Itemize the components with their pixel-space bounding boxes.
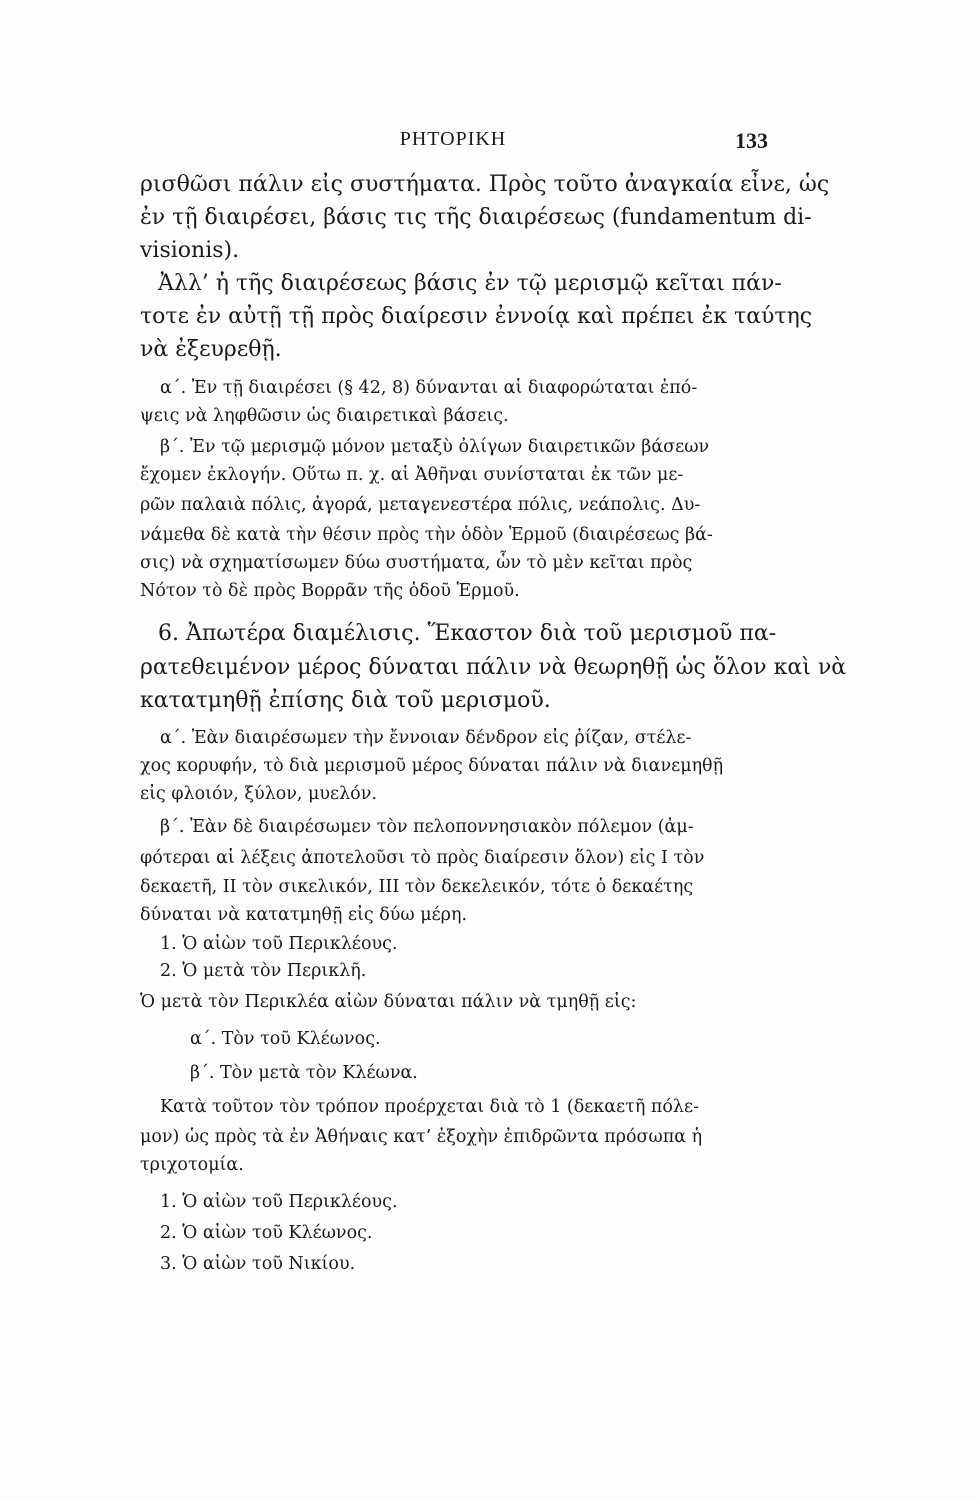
text-line: ἔχομεν ἐκλογήν. Οὕτω π. χ. αἱ Ἀθῆναι συνίσταται ἐκ τῶν με- xyxy=(140,465,684,485)
text-line: β΄. Ἐὰν δὲ διαιρέσωμεν τὸν πελοποννησιακὸν πόλεμον (ἀμ- xyxy=(160,817,694,837)
list-item: 1. Ὁ αἰὼν τοῦ Περικλέους. xyxy=(160,934,398,954)
text-line: Κατὰ τοῦτον τὸν τρόπον προέρχεται διὰ τὸ 1 (δεκαετῆ πόλε- xyxy=(160,1097,700,1117)
list-item: α΄. Τὸν τοῦ Κλέωνος. xyxy=(190,1029,381,1049)
list-item: 3. Ὁ αἰὼν τοῦ Νικίου. xyxy=(160,1254,356,1274)
text-line: κατατμηθῇ ἐπίσης διὰ τοῦ μερισμοῦ. xyxy=(140,688,551,713)
section-heading-line: 6. Ἀπωτέρα διαμέλισις. Ἕκαστον διὰ τοῦ μερισμοῦ πα- xyxy=(158,621,777,646)
text-line: Ἀλλ’ ἡ τῆς διαιρέσεως βάσις ἐν τῷ μερισμῷ κεῖται πάν- xyxy=(158,271,782,296)
text-line: νὰ ἐξευρεθῇ. xyxy=(140,337,282,362)
text-line: ρισθῶσι πάλιν εἰς συστήματα. Πρὸς τοῦτο ἀναγκαία εἶνε, ὡς xyxy=(140,172,830,197)
text-line: β΄. Ἐν τῷ μερισμῷ μόνον μεταξὺ ὀλίγων διαιρετικῶν βάσεων xyxy=(160,437,710,457)
text-line: εἰς φλοιόν, ξύλον, μυελόν. xyxy=(140,784,377,804)
text-line: ψεις νὰ ληφθῶσιν ὡς διαιρετικαὶ βάσεις. xyxy=(140,406,509,426)
text-line: ρατεθειμένον μέρος δύναται πάλιν νὰ θεωρηθῇ ὡς ὅλον καὶ νὰ xyxy=(140,655,847,680)
text-line: δύναται νὰ κατατμηθῇ εἰς δύω μέρη. xyxy=(140,905,468,925)
list-item: 1. Ὁ αἰὼν τοῦ Περικλέους. xyxy=(160,1192,398,1212)
page-header xyxy=(138,128,768,160)
text-line: α΄. Ἐν τῇ διαιρέσει (§ 42, 8) δύνανται αἱ διαφορώταται ἐπό- xyxy=(160,378,698,398)
text-line: χος κορυφήν, τὸ διὰ μερισμοῦ μέρος δύναται πάλιν νὰ διανεμηθῇ xyxy=(140,756,724,776)
text-line: σις) νὰ σχηματίσωμεν δύω συστήματα, ὧν τὸ μὲν κεῖται πρὸς xyxy=(140,553,693,573)
text-line: visionis). xyxy=(140,238,240,263)
text-line: φότεραι αἱ λέξεις ἀποτελοῦσι τὸ πρὸς διαίρεσιν ὅλον) εἰς I τὸν xyxy=(140,848,705,868)
text-line: Ὁ μετὰ τὸν Περικλέα αἰὼν δύναται πάλιν νὰ τμηθῇ εἰς: xyxy=(140,992,637,1012)
list-item: 2. Ὁ αἰὼν τοῦ Κλέωνος. xyxy=(160,1223,373,1243)
text-line: τοτε ἐν αὐτῇ τῇ πρὸς διαίρεσιν ἐννοίᾳ καὶ πρέπει ἐκ ταύτης xyxy=(140,304,813,329)
list-item: 2. Ὁ μετὰ τὸν Περικλῆ. xyxy=(160,961,367,981)
text-line: α΄. Ἐὰν διαιρέσωμεν τὴν ἔννοιαν δένδρον εἰς ῥίζαν, στέλε- xyxy=(160,728,692,748)
text-line: τριχοτομία. xyxy=(140,1155,244,1175)
text-line: μον) ὡς πρὸς τὰ ἐν Ἀθήναις κατ’ ἐξοχὴν ἐπιδρῶντα πρόσωπα ἡ xyxy=(140,1127,703,1147)
text-line: ρῶν παλαιὰ πόλις, ἀγορά, μεταγενεστέρα πόλις, νεάπολις. Δυ- xyxy=(140,495,701,515)
text-line: δεκαετῆ, II τὸν σικελικόν, III τὸν δεκελεικόν, τότε ὁ δεκαέτης xyxy=(140,877,694,897)
page-number: 133 xyxy=(735,128,768,153)
text-line: ἐν τῇ διαιρέσει, βάσις τις τῆς διαιρέσεως (fundamentum di- xyxy=(140,205,812,230)
list-item: β΄. Τὸν μετὰ τὸν Κλέωνα. xyxy=(190,1063,418,1083)
text-line: νάμεθα δὲ κατὰ τὴν θέσιν πρὸς τὴν ὁδὸν Ἑρμοῦ (διαιρέσεως βά- xyxy=(140,525,713,545)
text-line: Νότον τὸ δὲ πρὸς Βορρᾶν τῆς ὁδοῦ Ἑρμοῦ. xyxy=(140,581,520,601)
running-title: ΡΗΤΟΡΙΚΗ xyxy=(399,128,507,150)
